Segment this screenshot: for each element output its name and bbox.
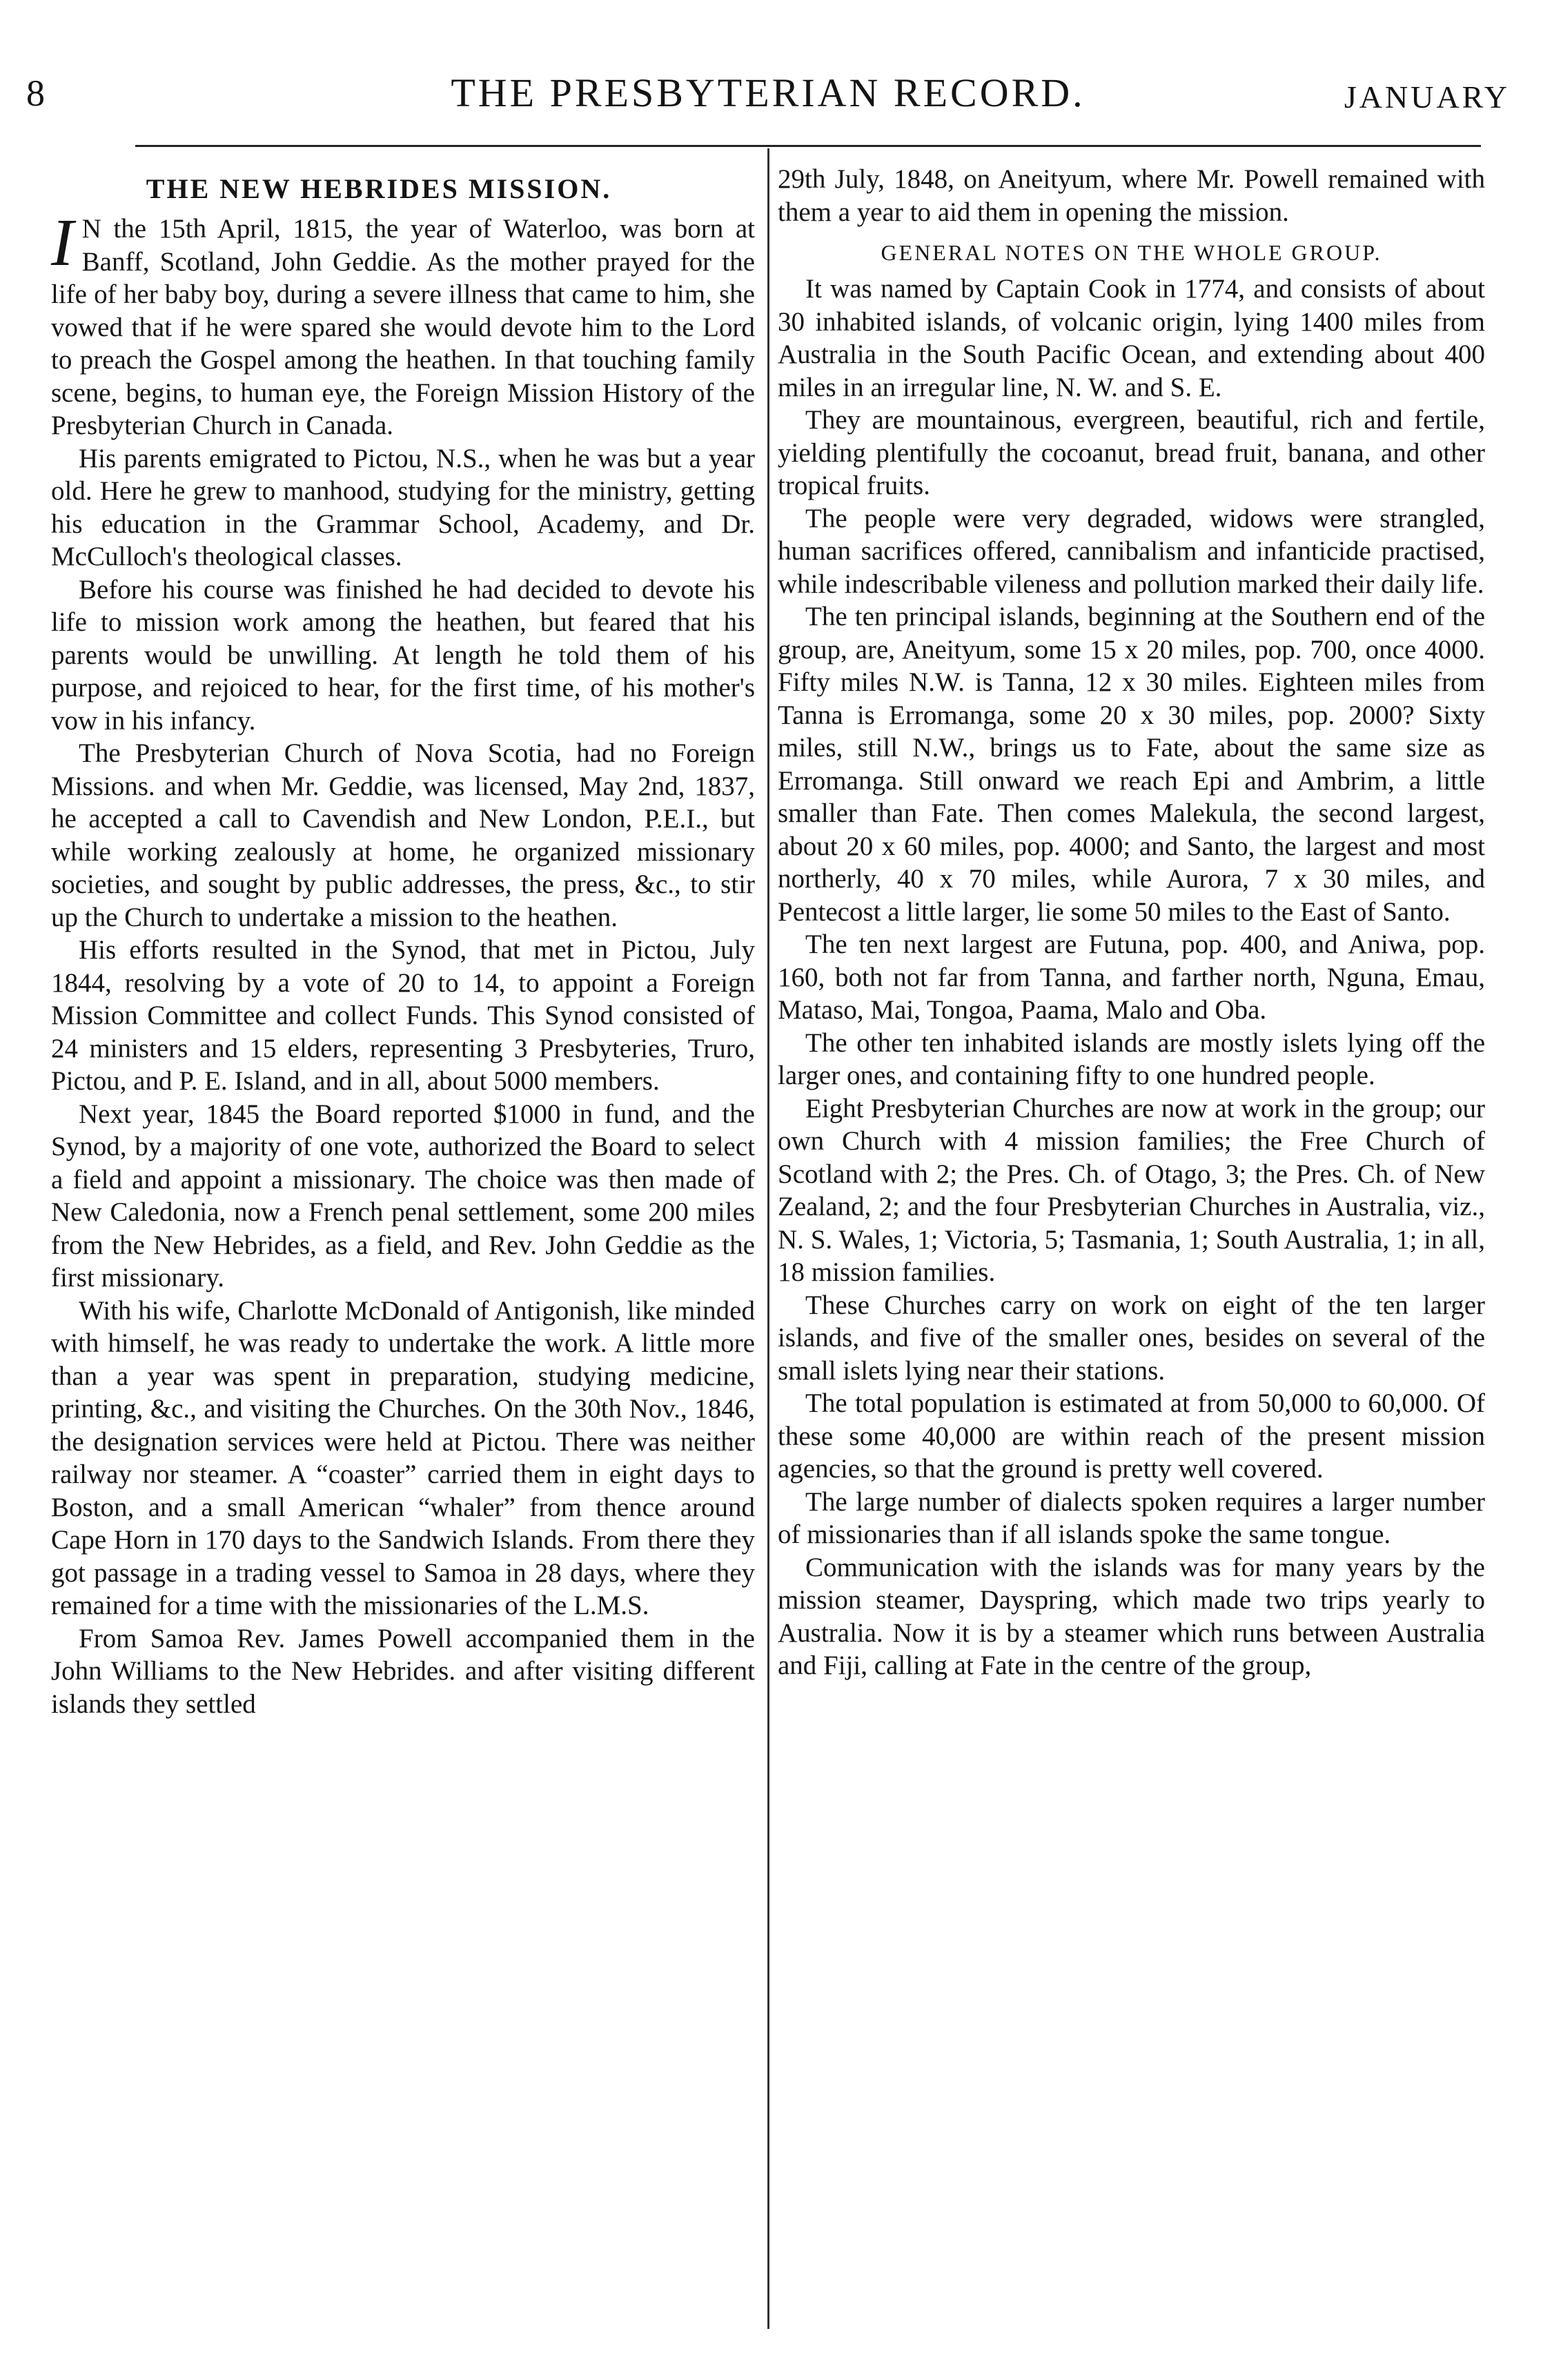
- paragraph: The Presbyterian Church of Nova Scotia, had no Foreign Missions. and when Mr. Geddie, was licensed, May 2nd, 1837, he accepted a call to Cavendish and New London, P.E.I., but while working zealously at home, he organized missionary societies, and sought by public addresses, the press, &c., to stir up the Church to undertake a mission to the heathen.: [51, 738, 755, 932]
- section-title: GENERAL NOTES ON THE WHOLE GROUP.: [881, 240, 1382, 265]
- paragraph: The total population is estimated at from 50,000 to 60,000. Of these some 40,000 are within reach of the present mission agencies, so that the ground is pretty well covered.: [778, 1388, 1485, 1484]
- paragraph: Next year, 1845 the Board reported $1000 in fund, and the Synod, by a majority of one vote, authorized the Board to select a field and appoint a missionary. The choice was then made of New Caledonia, now a French penal settlement, some 200 miles from the New Hebrides, as a field, and Rev. John Geddie as the first missionary.: [51, 1099, 755, 1292]
- header-rule: [135, 145, 1481, 147]
- running-head: [26, 69, 1510, 124]
- left-column: [51, 163, 755, 1720]
- paragraph-text: N the 15th April, 1815, the year of Waterloo, was born at Banff, Scotland, John Geddie. As the mother prayed for the life of her baby boy, during a severe illness that came to him, she vowed that if he were spared she would devote him to the Lord to preach the Gospel among the heathen. In that touching family scene, begins, to human eye, the Foreign Mission History of the Presbyterian Church in Canada.: [51, 214, 755, 440]
- paragraph: They are mountainous, evergreen, beautiful, rich and fertile, yielding plentifully the cocoanut, bread fruit, banana, and other tropical fruits.: [778, 405, 1485, 500]
- paragraph: With his wife, Charlotte McDonald of Antigonish, like minded with himself, he was ready to undertake the work. A little more than a year was spent in preparation, studying medicine, printing, &c., and visiting the Churches. On the 30th Nov., 1846, the designation services were held at Pictou. There was neither railway nor steamer. A “coaster” carried them in eight days to Boston, and a small American “whaler” from thence around Cape Horn in 170 days to the Sandwich Islands. From there they got passage in a trading vessel to Samoa in 28 days, where they remained for a time with the missionaries of the L.M.S.: [51, 1295, 755, 1620]
- paragraph: His efforts resulted in the Synod, that met in Pictou, July 1844, resolving by a vote of 20 to 14, to appoint a Foreign Mission Committee and collect Funds. This Synod consisted of 24 ministers and 15 elders, representing 3 Presbyteries, Truro, Pictou, and P. E. Island, and in all, about 5000 members.: [51, 935, 755, 1096]
- paragraph: The other ten inhabited islands are mostly islets lying off the larger ones, and containing fifty to one hundred people.: [778, 1027, 1485, 1090]
- paragraph: Eight Presbyterian Churches are now at work in the group; our own Church with 4 mission families; the Free Church of Scotland with 2; the Pres. Ch. of Otago, 3; the Pres. Ch. of New Zealand, 2; and the four Presbyterian Churches in Australia, viz., N. S. Wales, 1; Victoria, 5; Tasmania, 1; South Australia, 1; in all, 18 mission families.: [778, 1093, 1485, 1287]
- article-title: THE NEW HEBRIDES MISSION.: [146, 173, 612, 204]
- paragraph: The large number of dialects spoken requires a larger number of missionaries than if all islands spoke the same tongue.: [778, 1486, 1485, 1549]
- journal-title: THE PRESBYTERIAN RECORD.: [451, 70, 1086, 115]
- paragraph: Communication with the islands was for many years by the mission steamer, Dayspring, which made two trips yearly to Australia. Now it is by a steamer which runs between Australia and Fiji, calling at Fate in the centre of the group,: [778, 1552, 1485, 1680]
- column-divider: [767, 148, 769, 2329]
- drop-cap: I: [51, 206, 74, 280]
- paragraph: These Churches carry on work on eight of the ten larger islands, and five of the smaller ones, besides on several of the small islets lying near their stations.: [778, 1290, 1485, 1386]
- page-number: 8: [26, 72, 45, 114]
- paragraph: [51, 206, 755, 442]
- paragraph: His parents emigrated to Pictou, N.S., when he was but a year old. Here he grew to manhood, studying for the ministry, getting his education in the Grammar School, Academy, and Dr. McCulloch's theological classes.: [51, 443, 755, 571]
- paragraph: Before his course was finished he had decided to devote his life to mission work among the heathen, but feared that his parents would be unwilling. At length he told them of his purpose, and rejoiced to hear, for the first time, of his mother's vow in his infancy.: [51, 574, 755, 736]
- paragraph: The people were very degraded, widows were strangled, human sacrifices offered, cannibalism and infanticide practised, while indescribable vileness and pollution marked their daily life.: [778, 503, 1485, 599]
- paragraph: The ten principal islands, beginning at the Southern end of the group, are, Aneityum, some 15 x 20 miles, pop. 700, once 4000. Fifty miles N.W. is Tanna, 12 x 30 miles. Eighteen miles from Tanna is Erromanga, some 20 x 30 miles, pop. 2000? Sixty miles, still N.W., brings us to Fate, about the same size as Erromanga. Still onward we reach Epi and Ambrim, a little smaller than Fate. Then comes Malekula, the second largest, about 20 x 60 miles, pop. 4000; and Santo, the largest and most northerly, 40 x 70 miles, while Aurora, 7 x 30 miles, and Pentecost a little larger, lie some 50 miles to the East of Santo.: [778, 602, 1485, 927]
- paragraph: 29th July, 1848, on Aneityum, where Mr. Powell remained with them a year to aid them in opening the mission.: [778, 164, 1485, 227]
- issue-month: JANUARY: [1344, 79, 1510, 115]
- right-column: [778, 163, 1485, 1682]
- paragraph: The ten next largest are Futuna, pop. 400, and Aniwa, pop. 160, both not far from Tanna, and farther north, Nguna, Emau, Mataso, Mai, Tongoa, Paama, Malo and Oba.: [778, 930, 1485, 1025]
- paragraph: From Samoa Rev. James Powell accompanied them in the John Williams to the New Hebrides. and after visiting different islands they settled: [51, 1623, 755, 1719]
- paragraph: It was named by Captain Cook in 1774, and consists of about 30 inhabited islands, of volcanic origin, lying 1400 miles from Australia in the South Pacific Ocean, and extending about 400 miles in an irregular line, N. W. and S. E.: [778, 274, 1485, 402]
